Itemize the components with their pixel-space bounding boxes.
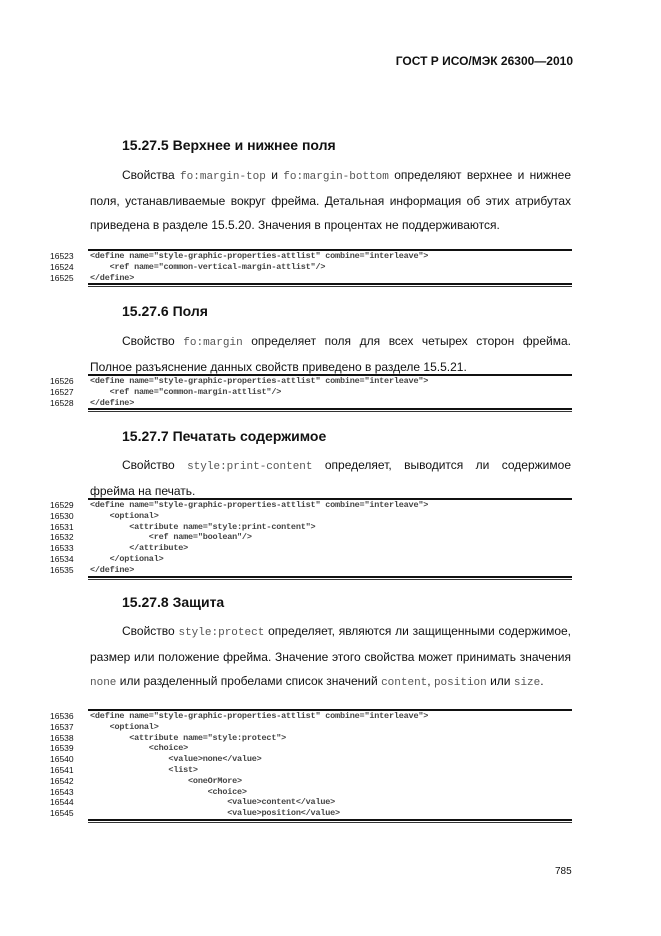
code-text: <ref name="common-vertical-margin-attlist"/>: [90, 261, 326, 272]
section-heading-margins: 15.27.6 Поля: [122, 303, 208, 319]
code-line: [50, 511, 572, 522]
code-text: </optional>: [90, 553, 164, 564]
code-text: <optional>: [90, 721, 159, 732]
code-text: <choice>: [90, 786, 247, 797]
code-text: <define name="style-graphic-properties-attlist" combine="interleave">: [90, 711, 429, 721]
line-number: 16523: [50, 251, 74, 261]
line-number: 16534: [50, 553, 74, 564]
code-line: [50, 733, 572, 744]
code-text: <define name="style-graphic-properties-attlist" combine="interleave">: [90, 376, 429, 386]
line-number: 16527: [50, 386, 74, 397]
code-line: [50, 776, 572, 787]
code-text: <value>none</value>: [90, 754, 262, 765]
code-text: <list>: [90, 764, 198, 775]
code-line: [50, 765, 572, 776]
line-number: 16540: [50, 754, 74, 765]
code-listing: [50, 709, 572, 823]
section-paragraph: Свойство fo:margin определяет поля для всех четырех сторон фрейма. Полное разъяснение данных свойств приведено в разделе 15.5.21.: [90, 334, 571, 374]
code-text: <oneOrMore>: [90, 775, 242, 786]
divider: [88, 819, 572, 821]
divider: [88, 822, 572, 823]
code-line: [50, 543, 572, 554]
code-text: <attribute name="style:protect">: [90, 732, 287, 743]
code-line: [50, 532, 572, 543]
code-line: [50, 754, 572, 765]
code-text: <value>content</value>: [90, 797, 336, 808]
section-heading-print-content: 15.27.7 Печатать содержимое: [122, 428, 327, 444]
code-line: [50, 711, 572, 722]
section-heading-protect: 15.27.8 Защита: [122, 594, 225, 610]
line-number: 16539: [50, 743, 74, 754]
code-line: [50, 808, 572, 819]
divider: [88, 411, 572, 412]
line-number: 16545: [50, 808, 74, 819]
code-line: [50, 387, 572, 398]
code-line: [50, 797, 572, 808]
code-text: <ref name="boolean"/>: [90, 532, 252, 543]
line-number: 16531: [50, 521, 74, 532]
line-number: 16528: [50, 397, 74, 408]
divider: [88, 579, 572, 580]
line-number: 16536: [50, 711, 74, 721]
code-text: <define name="style-graphic-properties-attlist" combine="interleave">: [90, 251, 429, 261]
code-listing: [50, 374, 572, 412]
line-number: 16533: [50, 543, 74, 554]
code-listing: [50, 498, 572, 580]
code-text: </attribute>: [90, 543, 189, 554]
line-number: 16526: [50, 376, 74, 386]
code-line: [50, 522, 572, 533]
code-line: [50, 554, 572, 565]
code-line: [50, 565, 572, 576]
code-line: [50, 722, 572, 733]
divider: [88, 576, 572, 578]
code-line: [50, 743, 572, 754]
divider: [88, 286, 572, 287]
code-text: <ref name="common-margin-attlist"/>: [90, 386, 282, 397]
code-line: [50, 500, 572, 511]
code-text: <choice>: [90, 743, 189, 754]
line-number: 16542: [50, 775, 74, 786]
line-number: 16541: [50, 764, 74, 775]
line-number: 16530: [50, 510, 74, 521]
code-line: [50, 376, 572, 387]
divider: [88, 408, 572, 410]
code-line: [50, 787, 572, 798]
divider: [88, 283, 572, 285]
code-line: [50, 273, 572, 284]
line-number: 16532: [50, 532, 74, 543]
code-text: <optional>: [90, 510, 159, 521]
section-paragraph: Свойство style:print-content определяет, выводится ли содержимое фрейма на печать.: [90, 458, 571, 498]
document-header: ГОСТ Р ИСО/МЭК 26300—2010: [395, 54, 573, 68]
line-number: 16544: [50, 797, 74, 808]
line-number: 16525: [50, 272, 74, 283]
code-line: [50, 262, 572, 273]
code-text: <value>position</value>: [90, 808, 340, 819]
line-number: 16537: [50, 721, 74, 732]
section-paragraph: Свойства fo:margin-top и fo:margin-bottom определяют верхнее и нижнее поля, устанавливаемые вокруг фрейма. Детальная информация об этих атрибутах приведена в разделе 15.5.20. Значения в процентах не поддерживаются.: [90, 168, 571, 232]
code-text: </define>: [90, 272, 135, 283]
line-number: 16543: [50, 786, 74, 797]
code-line: [50, 251, 572, 262]
code-listing: [50, 249, 572, 287]
section-heading-margins-top-bottom: 15.27.5 Верхнее и нижнее поля: [122, 137, 336, 153]
page-number: 785: [555, 866, 572, 877]
code-text: <define name="style-graphic-properties-attlist" combine="interleave">: [90, 500, 429, 510]
line-number: 16524: [50, 261, 74, 272]
code-line: [50, 398, 572, 409]
code-text: </define>: [90, 564, 135, 575]
code-text: <attribute name="style:print-content">: [90, 521, 316, 532]
section-paragraph: Свойство style:protect определяет, являются ли защищенными содержимое, размер или положение фрейма. Значение этого свойства может принимать значения none или разделенный пробелами список значений content, position или size.: [90, 624, 571, 689]
line-number: 16535: [50, 564, 74, 575]
line-number: 16529: [50, 500, 74, 510]
line-number: 16538: [50, 732, 74, 743]
code-text: </define>: [90, 397, 135, 408]
